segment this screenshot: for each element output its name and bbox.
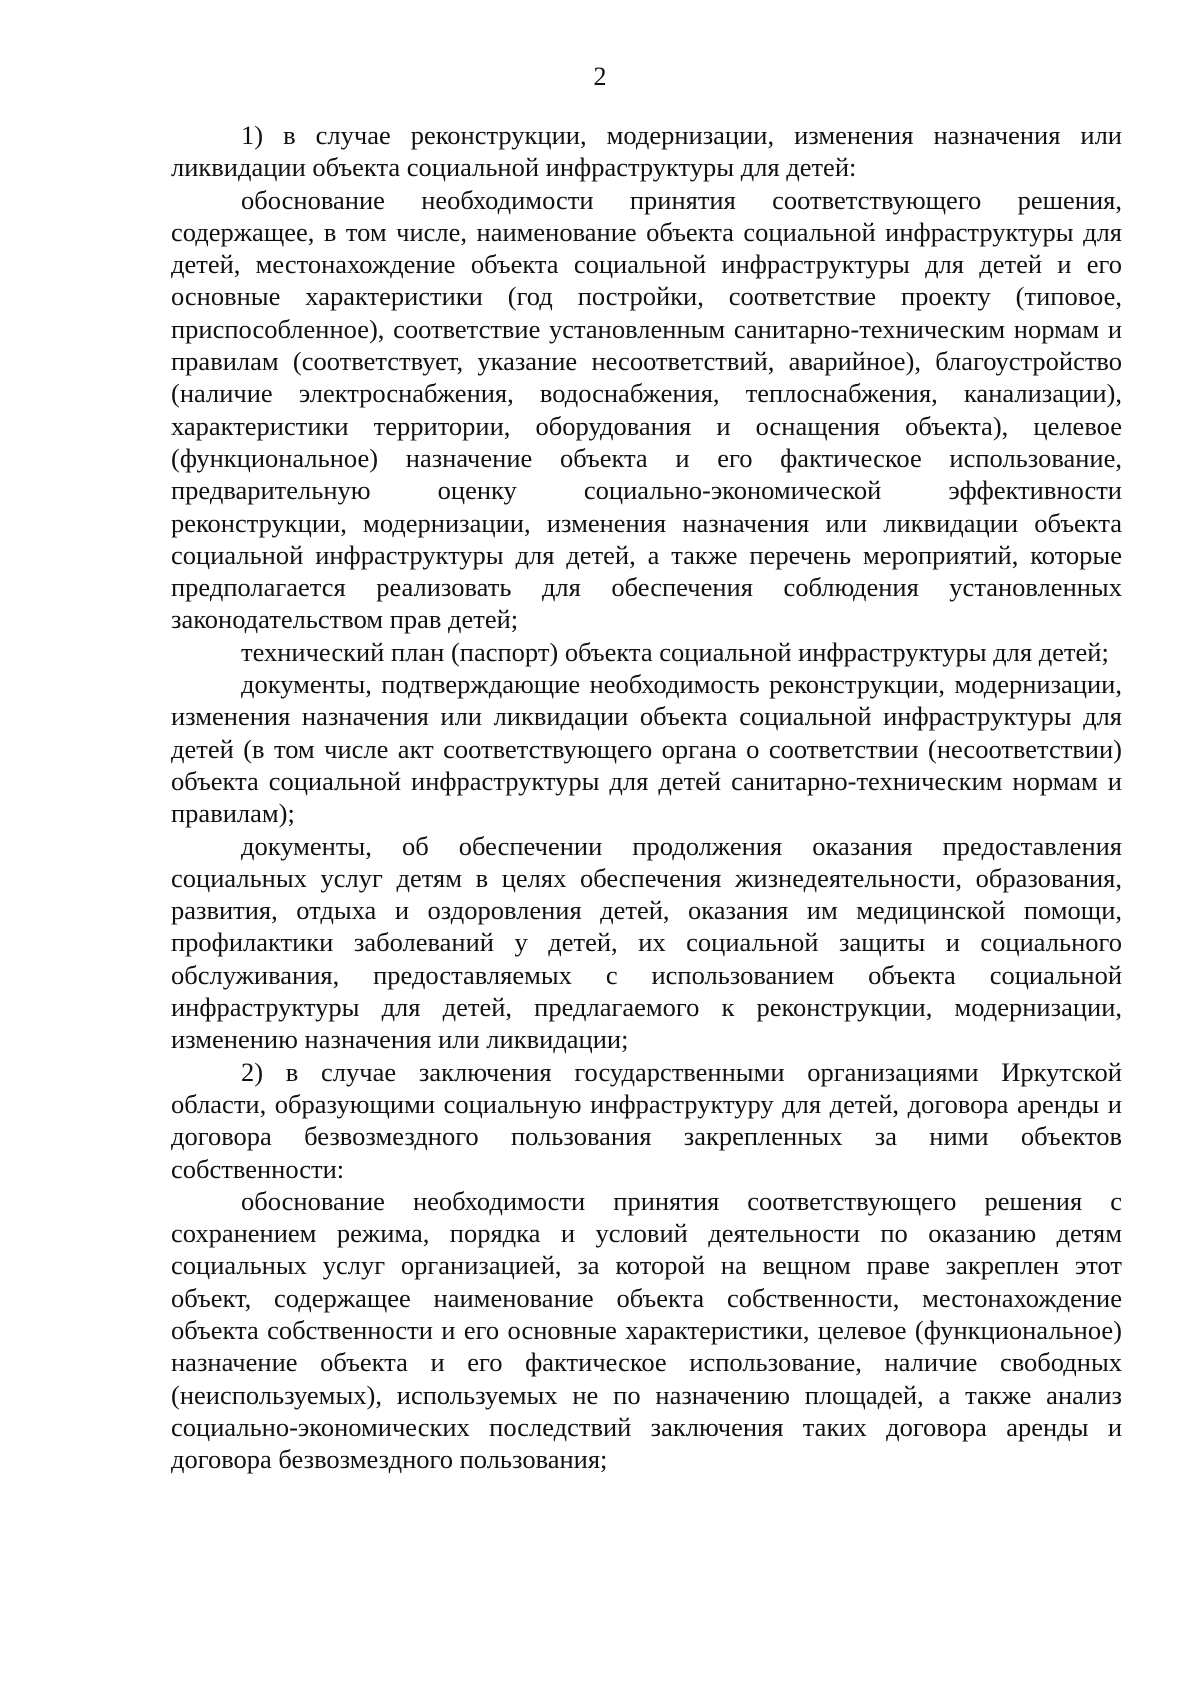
paragraph-technical-plan: технический план (паспорт) объекта социальной инфраструктуры для детей; (241, 636, 1109, 667)
page-number: 2 (593, 62, 607, 91)
paragraph-item-2: 2) в случае заключения государственными организациями Иркутской области, образующими социальную инфраструктуру для детей, договора аренды и договора безвозмездного пользования закрепленных за ними объектов собственности: (171, 1056, 1122, 1184)
paragraph-justification: обоснование необходимости принятия соответствующего решения, содержащее, в том числе, наименование объекта социальной инфраструктуры для детей, местонахождение объекта социальной инфраструктуры для детей и его основные характеристики (год постройки, соответствие проекту (типовое, приспособленное), соответствие установленным санитарно-техническим нормам и правилам (соответствует, указание несоответствий, аварийное), благоустройство (наличие электроснабжения, водоснабжения, теплоснабжения, канализации), характеристики территории, оборудования и оснащения объекта), целевое (функциональное) назначение объекта и его фактическое использование, предварительную оценку социально-экономической эффективности реконструкции, модернизации, изменения назначения или ликвидации объекта социальной инфраструктуры для детей, а также перечень мероприятий, которые предполагается реализовать для обеспечения соблюдения установленных законодательством прав детей; (171, 184, 1122, 635)
paragraph-item-1: 1) в случае реконструкции, модернизации, изменения назначения или ликвидации объекта социальной инфраструктуры для детей: (171, 120, 1122, 183)
paragraph-lease-justification: обоснование необходимости принятия соответствующего решения с сохранением режима, порядка и условий деятельности по оказанию детям социальных услуг организацией, за которой на вещном праве закреплен этот объект, содержащее наименование объекта собственности, местонахождение объекта собственности и его основные характеристики, целевое (функциональное) назначение объекта и его фактическое использование, наличие свободных (неиспользуемых), используемых не по назначению площадей, а также анализ социально-экономических последствий заключения таких договора аренды и договора безвозмездного пользования; (171, 1185, 1122, 1475)
document-body (171, 119, 1122, 1475)
paragraph-service-continuity-documents: документы, об обеспечении продолжения оказания предоставления социальных услуг детям в целях обеспечения жизнедеятельности, образования, развития, отдыха и оздоровления детей, оказания им медицинской помощи, профилактики заболеваний у детей, их социальной защиты и социального обслуживания, предоставляемых с использованием объекта социальной инфраструктуры для детей, предлагаемого к реконструкции, модернизации, изменению назначения или ликвидации; (171, 830, 1122, 1055)
paragraph-supporting-documents: документы, подтверждающие необходимость реконструкции, модернизации, изменения назначения или ликвидации объекта социальной инфраструктуры для детей (в том числе акт соответствующего органа о соответствии (несоответствии) объекта социальной инфраструктуры для детей санитарно-техническим нормам и правилам); (171, 669, 1122, 829)
